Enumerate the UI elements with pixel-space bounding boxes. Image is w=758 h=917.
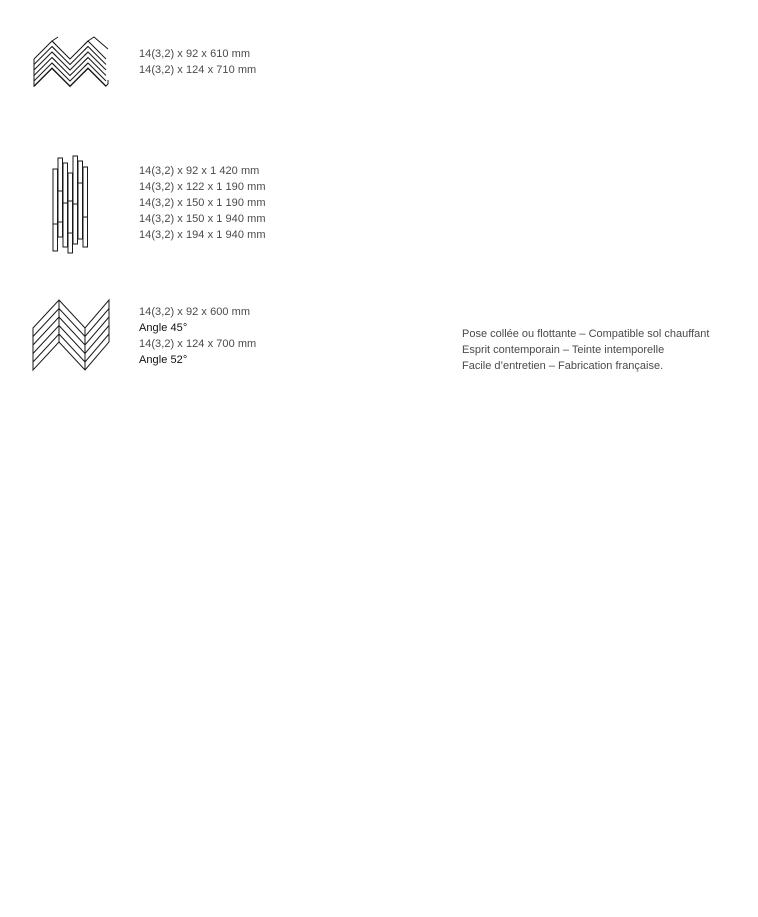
dimension-line: 14(3,2) x 92 x 1 420 mm [139, 165, 260, 177]
product-features [462, 326, 709, 374]
dimension-line: 14(3,2) x 124 x 700 mm [139, 338, 257, 350]
feature-line: Pose collée ou flottante – Compatible sol chauffant [462, 328, 710, 340]
herringbone-dimensions [139, 46, 256, 78]
dimension-line: 14(3,2) x 150 x 1 940 mm [139, 213, 266, 225]
angle-label: Angle 45° [139, 322, 188, 334]
dimension-line: 14(3,2) x 122 x 1 190 mm [139, 181, 266, 193]
dimension-line: 14(3,2) x 194 x 1 940 mm [139, 229, 266, 241]
herringbone-pattern-icon [32, 35, 110, 102]
chevron-pattern-icon [31, 298, 111, 373]
dimension-line: 14(3,2) x 150 x 1 190 mm [139, 197, 266, 209]
straight-plank-dimensions [139, 163, 266, 243]
feature-line: Esprit contemporain – Teinte intemporelle [462, 344, 665, 356]
dimension-line: 14(3,2) x 92 x 610 mm [139, 48, 251, 60]
straight-plank-pattern-icon [52, 155, 88, 255]
dimension-line: 14(3,2) x 92 x 600 mm [139, 306, 251, 318]
dimension-line: 14(3,2) x 124 x 710 mm [139, 64, 257, 76]
feature-line: Facile d’entretien – Fabrication française. [462, 360, 664, 372]
chevron-dimensions [139, 304, 256, 368]
angle-label: Angle 52° [139, 354, 188, 366]
